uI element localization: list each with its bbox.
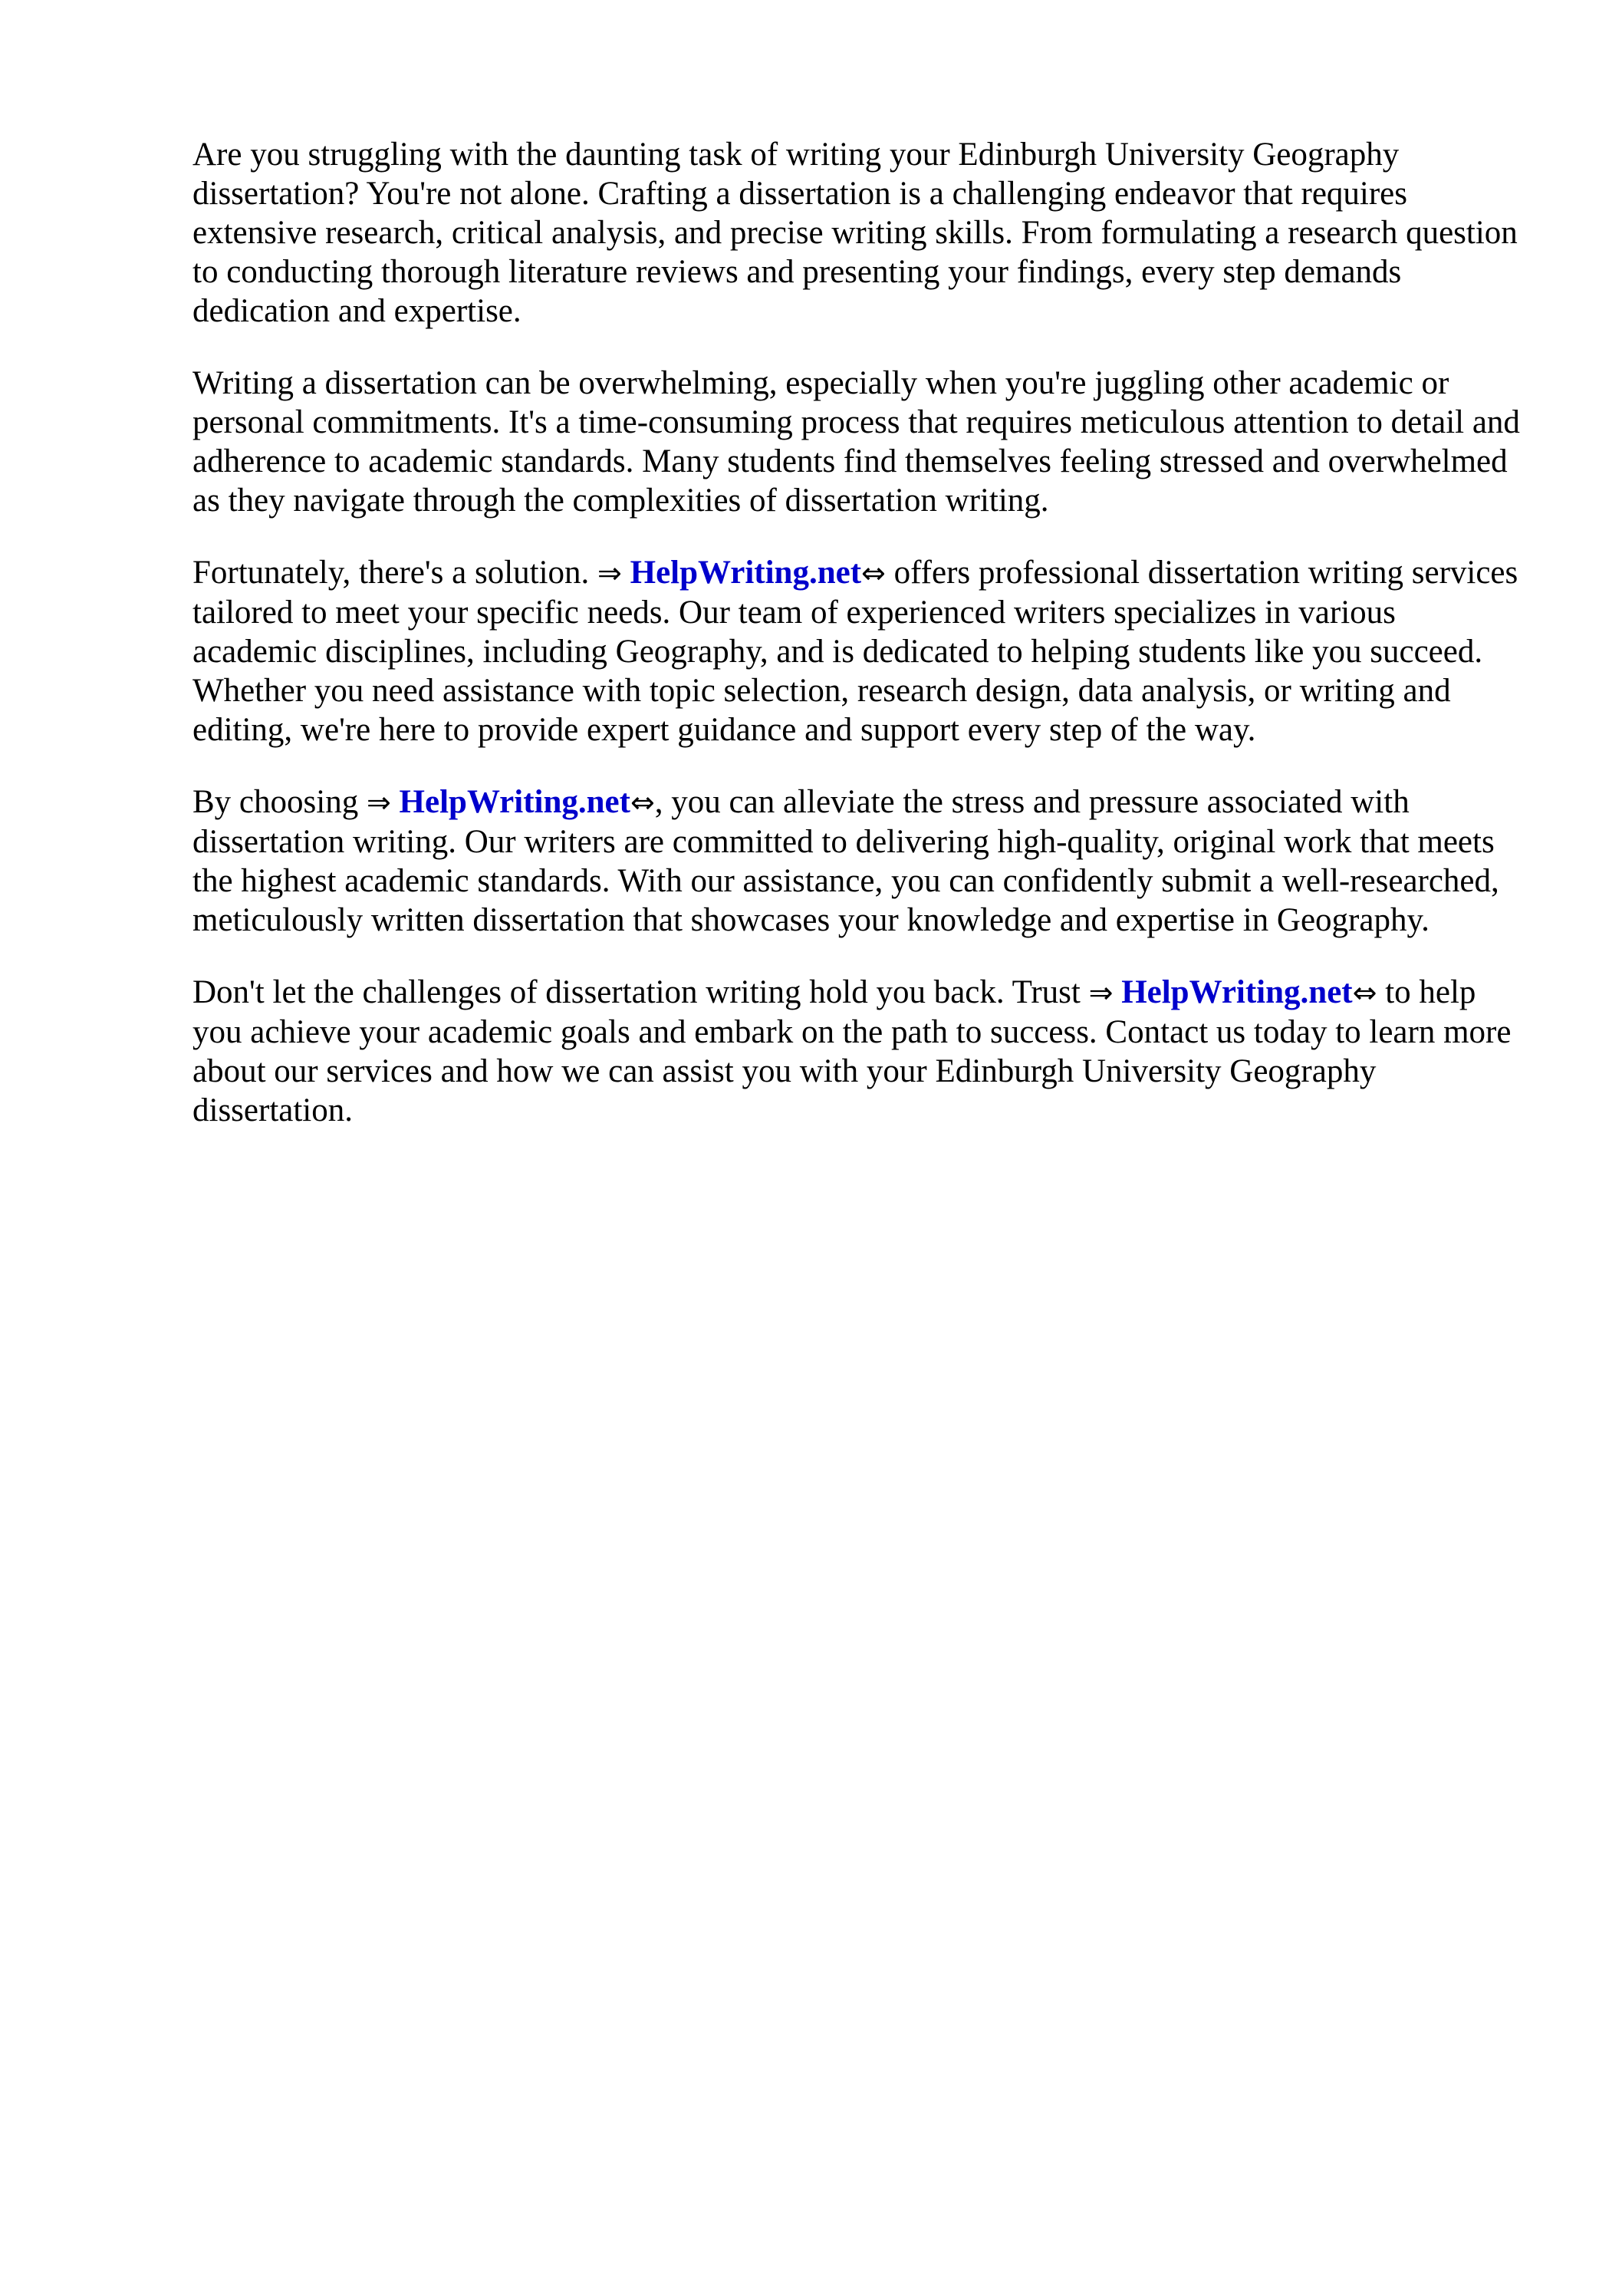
helpwriting-link[interactable]: HelpWriting.net [399,784,630,820]
helpwriting-link[interactable]: HelpWriting.net [1121,974,1353,1010]
paragraph-text-before: Don't let the challenges of dissertation writing hold you back. Trust [192,974,1089,1010]
paragraph-text: Writing a dissertation can be overwhelming, especially when you're juggling other academic or personal commitments. It's a time-consuming process that requires meticulous attention to detail and adherence to academic standards. Many students find themselves feeling stressed and overwhelmed as they navigate through the complexities of dissertation writing. [192,365,1520,519]
paragraph-solution [192,553,1527,749]
right-arrow-icon: ⇒ [1088,976,1114,1010]
helpwriting-link[interactable]: HelpWriting.net [630,555,862,591]
paragraph-call-to-action [192,973,1527,1130]
paragraph-challenges [192,364,1527,520]
paragraph-text-after: offers professional dissertation writing services tailored to meet your specific needs. Our team of experienced writers specializes in various academic disciplines, including Geography, and is dedicated to helping students like you succeed. Whether you need assistance with topic selection, research design, data analysis, or writing and editing, we're here to provide expert guidance and support every step of the way. [192,555,1518,748]
paragraph-text-after: , you can alleviate the stress and pressure associated with dissertation writing. Our writers are committed to delivering high-quality, original work that meets the highest academic standards. With our assistance, you can confidently submit a well-researched, meticulously written dissertation that showcases your knowledge and expertise in Geography. [192,784,1499,938]
paragraph-intro [192,135,1527,331]
paragraph-text-before: By choosing [192,784,367,820]
right-arrow-icon: ⇒ [597,556,622,590]
document-body [192,135,1527,1163]
paragraph-text: Are you struggling with the daunting task of writing your Edinburgh University Geography dissertation? You're not alone. Crafting a dissertation is a challenging endeavor that requires extensive research, critical analysis, and precise writing skills. From formulating a research question to conducting thorough literature reviews and presenting your findings, every step demands dedication and expertise. [192,137,1518,329]
paragraph-benefits [192,782,1527,940]
paragraph-text-before: Fortunately, there's a solution. [192,555,598,591]
left-right-arrow-icon: ⇔ [630,786,655,819]
left-right-arrow-icon: ⇔ [1352,976,1377,1010]
paragraph-text-after: to help you achieve your academic goals and embark on the path to success. Contact us today to learn more about our services and how we can assist you with your Edinburgh University Geography dissertation. [192,974,1512,1128]
right-arrow-icon: ⇒ [366,786,391,819]
left-right-arrow-icon: ⇔ [861,556,886,590]
